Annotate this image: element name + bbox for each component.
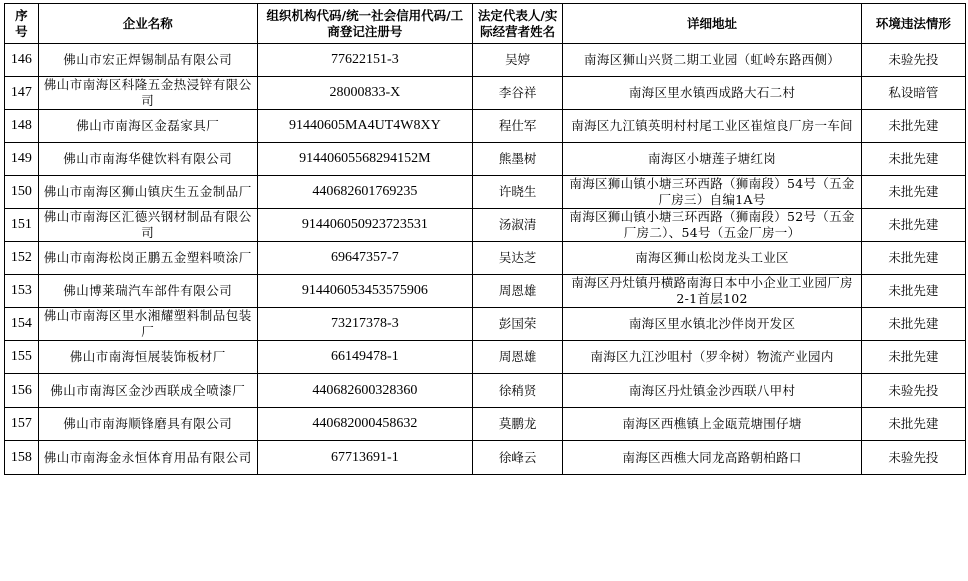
cell-person: 周恩雄 (472, 275, 563, 308)
cell-code: 73217378-3 (257, 308, 472, 341)
table-row (5, 374, 966, 408)
header-address: 详细地址 (563, 4, 861, 44)
cell-person: 程仕军 (472, 110, 563, 143)
table-row (5, 242, 966, 275)
cell-address: 南海区狮山松岗龙头工业区 (563, 242, 861, 275)
table-header-row (5, 4, 966, 44)
cell-name: 佛山市南海区科隆五金热浸锌有限公司 (38, 77, 257, 110)
cell-person: 徐峰云 (472, 441, 563, 475)
cell-person: 周恩雄 (472, 341, 563, 374)
cell-person: 徐稍贤 (472, 374, 563, 408)
cell-violation: 未批先建 (861, 242, 965, 275)
cell-person: 汤淑清 (472, 209, 563, 242)
cell-no: 150 (5, 176, 39, 209)
cell-code: 77622151-3 (257, 44, 472, 77)
cell-code: 440682600328360 (257, 374, 472, 408)
cell-person: 彭国荣 (472, 308, 563, 341)
cell-no: 148 (5, 110, 39, 143)
cell-violation: 未批先建 (861, 341, 965, 374)
table-row (5, 308, 966, 341)
cell-address: 南海区九江镇英明村村尾工业区崔煊良厂房一车间 (563, 110, 861, 143)
cell-address: 南海区九江沙咀村（罗伞树）物流产业园内 (563, 341, 861, 374)
cell-code: 69647357-7 (257, 242, 472, 275)
cell-no: 151 (5, 209, 39, 242)
cell-address: 南海区西樵镇上金瓯荒塘围仔塘 (563, 408, 861, 441)
cell-no: 146 (5, 44, 39, 77)
cell-code: 440682601769235 (257, 176, 472, 209)
cell-address: 南海区里水镇西成路大石二村 (563, 77, 861, 110)
cell-violation: 未批先建 (861, 209, 965, 242)
cell-code: 914406053453575906 (257, 275, 472, 308)
cell-person: 熊墨树 (472, 143, 563, 176)
cell-name: 佛山市南海区狮山镇庆生五金制品厂 (38, 176, 257, 209)
cell-violation: 未批先建 (861, 143, 965, 176)
cell-name: 佛山市南海区里水湘耀塑料制品包装厂 (38, 308, 257, 341)
header-person: 法定代表人/实际经营者姓名 (472, 4, 563, 44)
cell-code: 67713691-1 (257, 441, 472, 475)
cell-address: 南海区狮山镇小塘三环西路（狮南段）54号（五金厂房三）自编1A号 (563, 176, 861, 209)
cell-name: 佛山市南海华健饮料有限公司 (38, 143, 257, 176)
cell-no: 153 (5, 275, 39, 308)
cell-no: 158 (5, 441, 39, 475)
cell-violation: 未验先投 (861, 374, 965, 408)
table-row (5, 275, 966, 308)
cell-violation: 未批先建 (861, 176, 965, 209)
cell-no: 149 (5, 143, 39, 176)
cell-person: 吴达芝 (472, 242, 563, 275)
cell-name: 佛山市宏正焊锡制品有限公司 (38, 44, 257, 77)
cell-no: 152 (5, 242, 39, 275)
cell-violation: 未批先建 (861, 275, 965, 308)
cell-address: 南海区狮山兴贤二期工业园（虹岭东路西侧） (563, 44, 861, 77)
cell-name: 佛山市南海松岗正鹏五金塑料喷涂厂 (38, 242, 257, 275)
table-row (5, 143, 966, 176)
table-row (5, 209, 966, 242)
cell-address: 南海区丹灶镇金沙西联八甲村 (563, 374, 861, 408)
cell-address: 南海区西樵大同龙高路朝柏路口 (563, 441, 861, 475)
cell-address: 南海区丹灶镇丹横路南海日本中小企业工业园厂房2-1首层102 (563, 275, 861, 308)
cell-code: 914406050923723531 (257, 209, 472, 242)
cell-code: 66149478-1 (257, 341, 472, 374)
cell-name: 佛山市南海金永恒体育用品有限公司 (38, 441, 257, 475)
table-row (5, 77, 966, 110)
table-row (5, 441, 966, 475)
cell-violation: 未验先投 (861, 44, 965, 77)
cell-code: 440682000458632 (257, 408, 472, 441)
header-violation: 环境违法情形 (861, 4, 965, 44)
cell-name: 佛山市南海恒展装饰板材厂 (38, 341, 257, 374)
cell-name: 佛山市南海顺锋磨具有限公司 (38, 408, 257, 441)
cell-violation: 私设暗管 (861, 77, 965, 110)
cell-name: 佛山市南海区金沙西联成全喷漆厂 (38, 374, 257, 408)
cell-violation: 未验先投 (861, 441, 965, 475)
cell-person: 吴婷 (472, 44, 563, 77)
table-row (5, 110, 966, 143)
cell-code: 28000833-X (257, 77, 472, 110)
cell-person: 莫鹏龙 (472, 408, 563, 441)
cell-no: 147 (5, 77, 39, 110)
table-row (5, 44, 966, 77)
cell-violation: 未批先建 (861, 408, 965, 441)
cell-no: 156 (5, 374, 39, 408)
cell-no: 155 (5, 341, 39, 374)
cell-code: 91440605MA4UT4W8XY (257, 110, 472, 143)
cell-address: 南海区里水镇北沙伴岗开发区 (563, 308, 861, 341)
cell-violation: 未批先建 (861, 308, 965, 341)
cell-address: 南海区狮山镇小塘三环西路（狮南段）52号（五金厂房二）、54号（五金厂房一） (563, 209, 861, 242)
cell-name: 佛山市南海区金磊家具厂 (38, 110, 257, 143)
enterprise-violation-table (4, 3, 966, 475)
table-row (5, 176, 966, 209)
header-name: 企业名称 (38, 4, 257, 44)
cell-person: 李谷祥 (472, 77, 563, 110)
cell-no: 154 (5, 308, 39, 341)
cell-code: 91440605568294152M (257, 143, 472, 176)
header-code: 组织机构代码/统一社会信用代码/工商登记注册号 (257, 4, 472, 44)
table-row (5, 341, 966, 374)
table-row (5, 408, 966, 441)
cell-address: 南海区小塘莲子塘红岗 (563, 143, 861, 176)
cell-person: 许晓生 (472, 176, 563, 209)
cell-no: 157 (5, 408, 39, 441)
cell-name: 佛山博莱瑞汽车部件有限公司 (38, 275, 257, 308)
header-no: 序号 (5, 4, 39, 44)
cell-name: 佛山市南海区汇德兴钢材制品有限公司 (38, 209, 257, 242)
cell-violation: 未批先建 (861, 110, 965, 143)
